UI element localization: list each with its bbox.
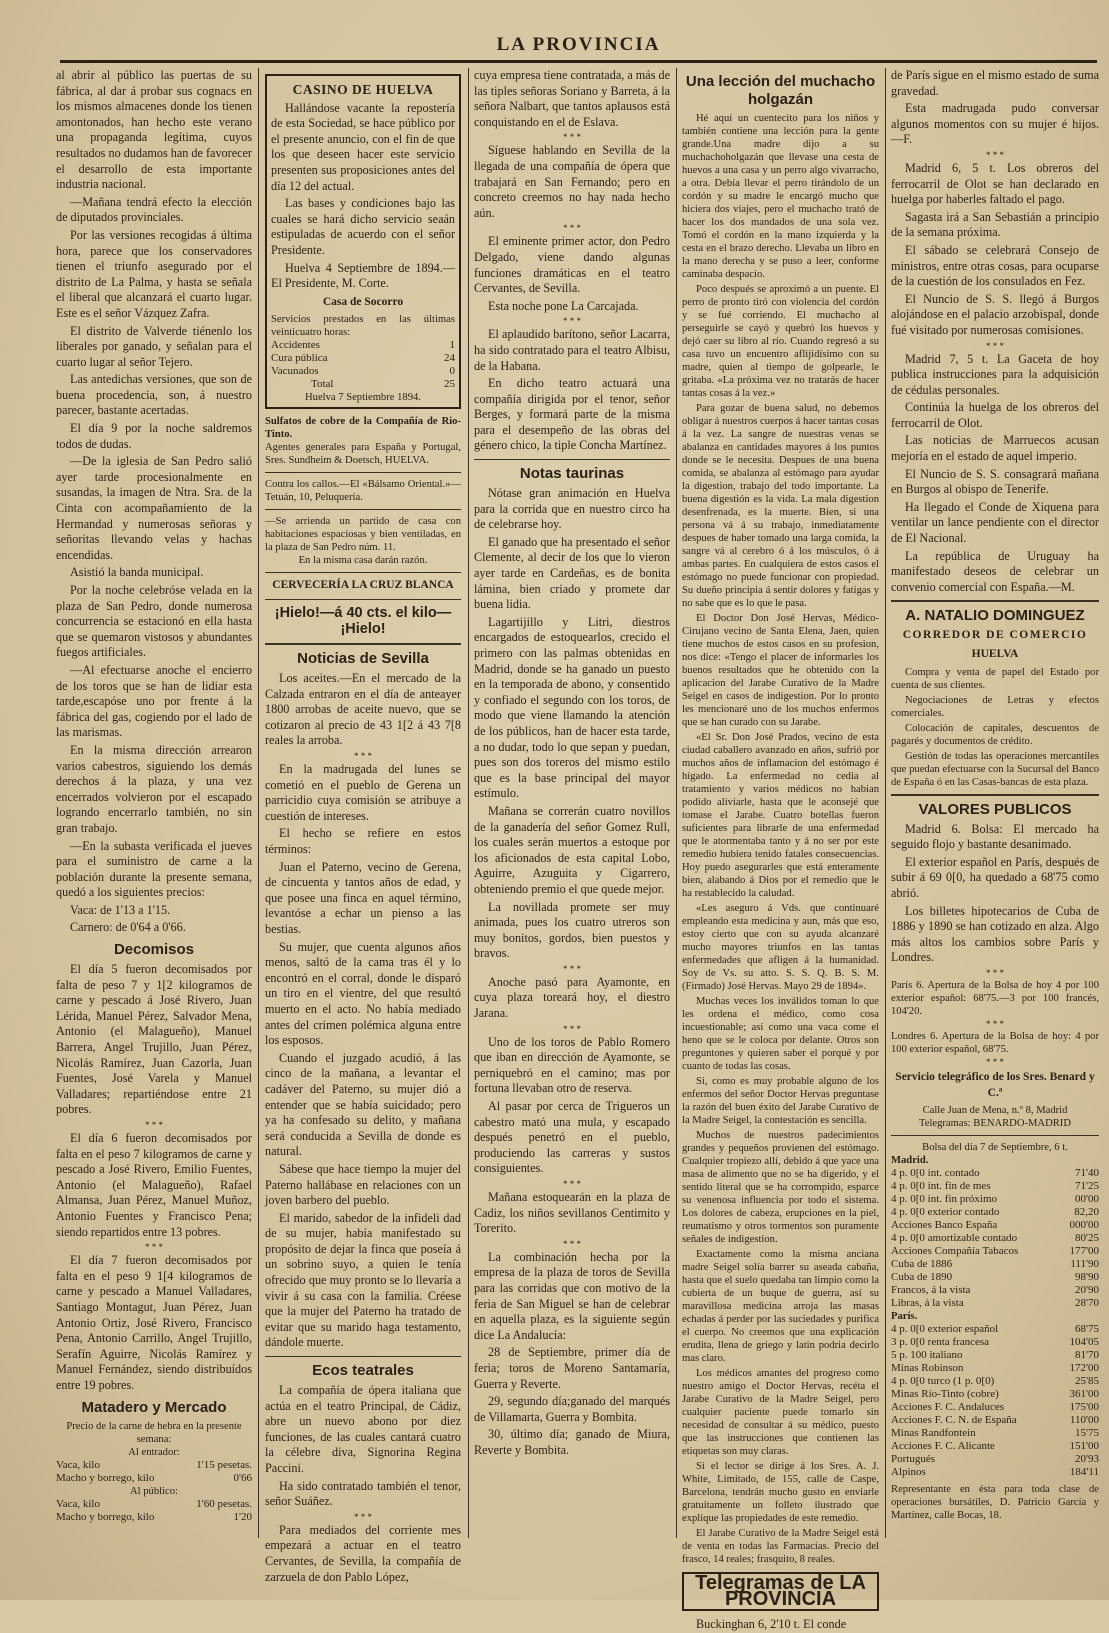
sulfatos-ad (265, 415, 461, 467)
row-label: Vacunados (271, 365, 319, 378)
sulfatos-agents: Agentes generales para España y Portugal, Sres. Sundheim & Doetsch, HUELVA. (265, 442, 461, 467)
quote-value: 177'00 (1069, 1245, 1099, 1258)
price-value: 1'20 (233, 1510, 252, 1523)
divider (265, 572, 461, 573)
paragraph: El marido, sabedor de la infideli dad de su mujer, había manifestado su propósito de dejar la finca que poseía á un sobrino suyo, a quien le tenía ofrecido que muy pronto se lo llevaría a vivir á su casa con la familia. Créese que la mujer del Paterno ha tratado de evitar que su marido haga testamento, dándole muerte. (265, 1210, 461, 1350)
sevilla-heading: Noticias de Sevilla (297, 650, 429, 668)
paris-line: París 6. Apertura de la Bolsa de hoy 4 por 100 exterior español: 68'75.—3 por 100 francés, 104'20. (891, 979, 1099, 1017)
table-row (891, 1232, 1099, 1245)
paragraph: El Nuncio de S. S. llegó á Burgos alojándose en el palacio arzobispal, donde fué visitado por numerosas comisiones. (891, 291, 1099, 337)
paragraph: El exterior español en París, después de subir á 69 0[0, ha quedado a 68'75 como abrió. (891, 854, 1099, 900)
separator-asterisks: * * * (563, 1238, 581, 1249)
paragraph: Para mediados del corriente mes empezará a actuar en el teatro Cervantes, de Sevilla, la compañía de zarzuela de don Pablo López, (265, 1522, 461, 1584)
quote-label: Cuba de 1890 (891, 1271, 953, 1284)
al-entrador-label: Al entrador: (128, 1446, 180, 1458)
divider (265, 643, 461, 645)
paragraph: Los billetes hipotecarios de Cuba de 1886 y 1890 se han cotizado en alza. Algo más altos los cambios sobre París y Londres. (891, 903, 1099, 965)
quote-value: 81'70 (1075, 1349, 1099, 1362)
paragraph: Hallándose vacante la repostería de esta Sociedad, se hace público por el presente anuncio, con el fin de que los que deseen hacer este servicio presenten sus proposiciones antes del día 12 del actual. (271, 100, 455, 193)
quote-label: 4 p. 0[0 int. contado (891, 1167, 980, 1180)
table-row (56, 1472, 252, 1485)
table-row (891, 1180, 1099, 1193)
price-label: Vaca, kilo (56, 1497, 100, 1510)
paragraph: Síguese hablando en Sevilla de la llegada de una compañía de ópera que trabajará en San Fernando; pero en concreto creemos no hay nada hecho aún. (474, 143, 670, 220)
ad-body (891, 666, 1099, 789)
separator-asterisks: * * * (563, 132, 581, 143)
paragraph: El ganado que ha presentado el señor Clemente, al decir de los que lo vieron ayer tarde en Cardeñas, es de bonita lámina, bien criado y promete dar buena lidia. (474, 534, 670, 612)
separator-asterisks: * * * (986, 967, 1004, 978)
ad-name: A. NATALIO DOMINGUEZ (905, 607, 1085, 625)
paragraph: —Al efectuarse anoche el encierro de los toros que se han de lidiar esta tarde,escapóse uno por frente á la fábrica del gas, cogiendo por el lado de las marismas. (56, 662, 252, 740)
paragraph: Los médicos amantes del progreso como nuestro amigo el Doctor Hervas, recéta el Jarabe Curativo de la Madre Seigel, pero cualquier paciente puede tomarlo sin necesidad de consultar á su médico, puesto que las instrucciones que contienen las etiquetas son muy claras. (682, 1368, 879, 1457)
table-row (891, 1245, 1099, 1258)
paragraph: Si, como es muy probable alguno de los enfermos del señor Doctor Hervas preguntase la razón del buen éxito del Jarabe Curativo de la Madre Seigel, la contestación es sencilla. (682, 1076, 879, 1126)
quote-value: 111'90 (1070, 1258, 1099, 1271)
paragraph: Muchos de nuestros padecimientos grandes y pequeños provienen del estómago. Cualquier tropiezo allí, debido á que yace una masa de alimento que no se ha digerido, y el sentido literal que se ha corrompido, esparce su venenosa influencia por todo el sistema. Los dolores de cabeza, erupciones en la piel, reumatismo y otros tormentos son puramente señales de indigestion. (682, 1130, 879, 1245)
ad-city: HUELVA (971, 648, 1019, 660)
table-row (891, 1375, 1099, 1388)
paragraph: Gestión de todas las operaciones mercantiles que puedan efectuarse con la Sucursal del Banco de España ó en las Casas-bancas de esta plaza. (891, 750, 1099, 788)
paragraph: El día 6 fueron decomisados por falta en el peso 7 kilogramos de carne y pescado a José Rivero, Emilio Fuentes, Antonio (el Malagueño), Rafael Almansa, Juan Pérez, Manuel Muñoz, Antonio Fuentes y Francisco Pena; siendo repartidos entre 13 pobres. (56, 1131, 252, 1239)
valores-heading: VALORES PUBLICOS (918, 800, 1072, 818)
paragraph: El día 9 por la noche saldremos todos de dudas. (56, 421, 252, 451)
paragraph: En dicho teatro actuará una compañía dirigida por el tenor, señor Berges, y formará parte de la misma para el desempeño de las obras del género chico, la tiple Concha Martínez. (474, 376, 670, 453)
paragraph: La combinación hecha por la empresa de la plaza de toros de Sevilla para las corridas que con motivo de la feria de San Miguel se han de celebrar en aquella plaza, es la siguiente según dice La Andalucía: (474, 1249, 670, 1342)
row-label: Cura pública (271, 352, 328, 365)
column-1 (56, 68, 252, 1546)
paragraph: Poco después se aproximó a un puente. El perro de pronto tiró con violencia del cordón y se fué corriendo. El muchacho al perseguirle se cayó y quebró los huevos y dejó caer su libro al río. Cuando regresó a su casa tuvo un encuentro aflijidísimo con su madre, quien al tiempo de golpearle, le gritaba. «La próxima vez no tratarás de hacer tantas cosas á la vez.» (682, 284, 879, 399)
paragraph: Exactamente como la misma anciana madre Seigel solía barrer su aseada cabaña, hasta que el suelo quedaba tan limpio como la cubierta de un buque de guerra, así su maravillosa medicina arroja las masas echadas á perder por las suciedades y purifica el cuerpo. No creemos que una explicación erudita, llena de griego y latin podria decirlo mas claro. (682, 1249, 879, 1364)
paragraph: El Jarabe Curativo de la Madre Seigel está de venta en todas las Farmacias. Precio del frasco, 14 reales; frasquito, 8 reales. (682, 1528, 879, 1565)
paragraph: cuya empresa tiene contratada, a más de las tiples señoras Soriano y Barreta, á la señora Nalbart, que tantos aplausos está conquistando en el de Eslava. (474, 68, 670, 129)
al-publico-label: Al público: (130, 1485, 178, 1497)
quote-label: Cuba de 1886 (891, 1258, 953, 1271)
paragraph: En la madrugada del lunes se cometió en el pueblo de Gerena un parricidio cuya comisión se atribuye a cuestión de intereses. (265, 762, 461, 823)
divider (265, 599, 461, 600)
ecos-heading: Ecos teatrales (312, 1362, 414, 1380)
row-value: 0 (449, 365, 455, 378)
table-row (891, 1427, 1099, 1440)
divider (265, 1356, 461, 1357)
paragraph: 28 de Septiembre, primer día de feria; toros de Moreno Santamaría, Guerra y Reverte. (474, 1345, 670, 1391)
paragraph: Para gozar de buena salud, no debemos obligar á nuestros cuerpos á hacer tantas cosas á la vez. La sangre de nuestras venas se abalanza en cantidades mayores á los puntos donde se le necesita. Despues de una buena comida, se abalanza al estómago para ayudar la digestion, trabajo del todo importante. La buena digestión es la vida. La mala digestion desenfrenada, es la muerte. Bien, si una persona vá á su trabajo, inmediatamente despues de haber tomado una larga comida, la sangre vá al cerebro ó á los músculos, ó á ambas partes. En cualquiera de estos casos el estómago no puede funcionar con propiedad. Su dueño principia á sentir dolores y fatigas y no sabe que es lo que le pasa. (682, 403, 879, 609)
masthead (60, 30, 1097, 63)
quote-value: 25'85 (1075, 1375, 1099, 1388)
table-row (891, 1323, 1099, 1336)
total-label: Total (311, 378, 334, 391)
quote-label: 4 p. 0[0 int. fin de mes (891, 1180, 991, 1193)
paragraph: Las noticias de Marruecos acusan mejoría en el estado de aquel imperio. (891, 433, 1099, 464)
quote-label: Minas Robinson (891, 1362, 964, 1375)
casino-heading: CASINO DE HUELVA (292, 82, 434, 97)
separator-asterisks: * * * (145, 1242, 163, 1253)
paragraph: Ha sido contratado también el tenor, señor Suáñez. (265, 1478, 461, 1509)
divider (891, 600, 1099, 602)
paragraph: El sábado se celebrará Consejo de ministros, entre otras cosas, para ocuparse de la cuestión de los consulados en Fez. (891, 242, 1099, 289)
paragraph: Mañana estoquearán en la plaza de Cadiz, los niños sevillanos Centimito y Torerito. (474, 1190, 670, 1236)
quote-value: 00'00 (1075, 1193, 1099, 1206)
paragraph: —En la subasta verificada el jueves para el suministro de carne a la población durante la presente semana, quedó a los siguientes precios: (56, 838, 252, 900)
separator-asterisks: * * * (145, 1120, 163, 1130)
quote-value: 000'00 (1069, 1219, 1099, 1232)
quote-value: 175'00 (1069, 1401, 1099, 1414)
quote-label: 4 p. 0[0 amortizable contado (891, 1232, 1018, 1245)
separator-asterisks: * * * (354, 1511, 372, 1522)
decomisos-heading: Decomisos (113, 941, 195, 959)
quote-label: 4 p. 0[0 turco (1 p. 0[0) (891, 1375, 995, 1388)
paragraph: de París sigue en el mismo estado de suma gravedad. (891, 68, 1099, 98)
row-label: Accidentes (271, 339, 320, 352)
paragraph: —De la iglesia de San Pedro salió ayer tarde procesionalmente en susandas, la imagen de Ntra. Sra. de la Cinta con acompañamiento de la Hermandad y numerosas señoras y señoritas llevando velas y hachas encendidas. (56, 454, 252, 562)
arrienda-note: En la misma casa darán razón. (298, 555, 428, 567)
column-4 (682, 68, 879, 1632)
masthead-title: LA PROVINCIA (496, 34, 661, 55)
separator-asterisks: * * * (986, 149, 1004, 160)
quote-label: 3 p. 0[0 renta francesa (891, 1336, 990, 1349)
paragraph: Hé aquí un cuentecito para los niños y también contiene una lección para la gente grande.Una madre dijo a su muchachoholgazán que llevase una cesta de huevos a una casa y un perro algo vivarracho, a otra. Debía llevar el perro tirándolo de un cordón y su madre le encargó mucho que hiciera dos viajes, pero el muchacho trató de hacer los dos mandados de una sola vez. Tomó el cordón en la mano izquierda y la cesta en el brazo derecho. Llevaba un libro en la mano derecha y se puso a leer, conforme caminaba despacio. (682, 113, 879, 280)
divider (474, 459, 670, 460)
arrienda-ad: —Se arrienda un partido de casa con habitaciones espaciosas y bien ventiladas, en la plaza de San Pedro núm. 11. (265, 516, 461, 554)
row-value: 1 (449, 339, 455, 352)
paragraph: Madrid 6, 5 t. Los obreros del ferrocarril de Olot se han declarado en huelga por haberles faltado el pago. (891, 160, 1099, 207)
quote-value: 361'00 (1069, 1388, 1099, 1401)
paragraph: Esta madrugada pudo conversar algunos momentos con su mujer é hijos.—F. (891, 101, 1099, 147)
paragraph: Por la noche celebróse velada en la plaza de San Pedro, donde numerosa concurrencia se estacionó en ella hasta que se quemaron vistosos y abundantes fuegos artificiales. (56, 583, 252, 660)
price-value: 1'60 pesetas. (196, 1497, 252, 1510)
paris-quotes-table (891, 1323, 1099, 1479)
quote-label: Minas Randfontein (891, 1427, 976, 1440)
paragraph: Negociaciones de Letras y efectos comerciales. (891, 694, 1099, 719)
divider (891, 1135, 1099, 1136)
quote-label: Alpinos (891, 1466, 926, 1479)
paragraph: Lagartijillo y Litri, diestros encargados de estoquearlos, crecido el primero con las palmas obtenidas en Madrid, donde se ha ganado un puesto en la temporada de abono, y consentido y confiado el segundo con los toros, de modo que viene llamando la atención de los públicos, han de hacer esta tarde, a no dudar, todo lo que sepan y puedan, pues son dos toreros del mismo estilo que es la base principal del mayor estímulo. (474, 614, 670, 801)
paragraph: La novillada promete ser muy animada, pues los cuatro utreros son muy bonitos, gordos, bien puestos y bravos. (474, 899, 670, 961)
paragraph: Vaca: de 1'13 a 1'15. (70, 902, 171, 917)
paragraph: El día 5 fueron decomisados por falta de peso 7 y 1[2 kilogramos de carne y pescado á José Rivero, Juan Lérida, Manuel Pérez, Salvador Mena, Antonio (el Malagueño), Manuel Barrera, Angel Trujillo, Juan Pérez, Nicolás Ramírez, Juan Cazorla, Juan Fuentes, José Varela y Manuel Valladares; repartiéndose entre 21 pobres. (56, 962, 252, 1117)
quote-label: Acciones Compañía Tabacos (891, 1245, 1019, 1258)
paragraph: Ha llegado el Conde de Xiquena para ventilar un lance pendiente con el director de El Nacional. (891, 499, 1099, 546)
socorro-intro: Servicios prestados en las últimas veinticuatro horas: (271, 314, 455, 339)
paragraph: Compra y venta de papel del Estado por cuenta de sus clientes. (891, 666, 1099, 691)
quote-label: Libras, á la vista (891, 1297, 964, 1310)
paragraph: Madrid 7, 5 t. La Gaceta de hoy publica instrucciones para la adquisición de cédulas personales. (891, 351, 1099, 397)
paragraph: Su mujer, que cuenta algunos años menos, saltó de la cama tras él y lo encontró en el corral, donde le disparó un tiro en el vientre, del que resultó muerto en el acto. No había mediado antes del crimen polémica alguna entre los esposos. (265, 939, 461, 1048)
separator-asterisks: * * * (563, 223, 581, 234)
table-row (891, 1284, 1099, 1297)
table-row (271, 352, 455, 365)
table-row (891, 1453, 1099, 1466)
table-row (891, 1466, 1099, 1479)
quote-value: 68'75 (1075, 1323, 1099, 1336)
table-row (891, 1414, 1099, 1427)
quote-value: 172'00 (1069, 1362, 1099, 1375)
socorro-date: Huelva 7 Septiembre 1894. (305, 392, 421, 404)
column-rule (885, 68, 886, 1538)
column-rule (468, 68, 469, 1538)
paragraph: —Mañana tendrá efecto la elección de diputados provinciales. (56, 194, 252, 225)
paragraph: Muchas veces los inválidos toman lo que les ordena el médico, como cosa incuestionable; así como una vaca come el heno que se le coloca por delante. Otros son preguntones y quieren saber el porqué y por cuanto de todas las cosas. (682, 996, 879, 1072)
table-row (271, 339, 455, 352)
servicio-heading: Servicio telegráfico de los Sres. Benard y C.ª (895, 1070, 1095, 1099)
table-row (891, 1401, 1099, 1414)
quote-value: 28'70 (1075, 1297, 1099, 1310)
table-row (891, 1258, 1099, 1271)
paragraph: «Les aseguro á Vds. que continuaré empleando esta medicina y aun, más que eso, estoy cierto que con su ayuda alcanzaré mucho mayores triunfos en las tantas enfermedades que afligen á la humanidad. Soy de Vs. su atto. S. S. Q. B. S. M. (Firmado) José Hervas. Mayo 29 de 1894». (682, 903, 879, 992)
paragraph: Por las versiones recogidas á última hora, parece que los conservadores tienen el triunfo asegurado por el distrito de La Palma, y hasta se señala el liberal que alcanzará el cuarto lugar. Este es el señor Vázquez Zafra. (56, 227, 252, 320)
quote-value: 98'90 (1075, 1271, 1099, 1284)
paragraph: Buckinghan 6, 2'10 t. El conde (696, 1617, 847, 1632)
quote-label: Acciones F. C. Alicante (891, 1440, 995, 1453)
paragraph: 29, segundo día;ganado del marqués de Villamarta, Guerra y Bombita. (474, 1394, 670, 1424)
paragraph: Huelva 4 Septiembre de 1894.— El Presidente, M. Corte. (271, 260, 455, 291)
socorro-heading: Casa de Socorro (322, 295, 404, 308)
price-label: Vaca, kilo (56, 1458, 100, 1471)
ad-role: CORREDOR DE COMERCIO (902, 629, 1088, 642)
table-row (891, 1388, 1099, 1401)
paragraph: Las bases y condiciones bajo las cuales se hará dicho servicio seaán estipuladas de acuerdo con el señor Presidente. (271, 196, 455, 257)
paragraph: Nótase gran animación en Huelva para la corrida que en nuestro circo ha de celebrarse hoy. (474, 486, 670, 532)
quote-label: Acciones Banco España (891, 1219, 998, 1232)
quote-value: 82,20 (1074, 1206, 1099, 1219)
table-row (891, 1206, 1099, 1219)
paragraph: Las antedichas versiones, que son de buena procedencia, son, á nuestro parecer, bastante acertadas. (56, 372, 252, 418)
paragraph: Madrid 6. Bolsa: El mercado ha seguido flojo y bastante desanimado. (891, 821, 1099, 852)
paris-label: París. (891, 1311, 918, 1323)
paragraph: Si el lector se dirige á los Sres. A. J. White, Limitado, de 155, calle de Caspe, Barcelona, tendrán mucho gusto en enviarle gratuitamente un folleto ilustrado que explique las propiedades de este remedio. (682, 1461, 879, 1524)
quote-label: 4 p. 0[0 exterior español (891, 1323, 999, 1336)
column-rule (676, 68, 677, 1538)
paragraph: El eminente primer actor, don Pedro Delgado, viene dando algunas funciones dramáticas en el teatro Cervantes, de Sevilla. (474, 234, 670, 296)
separator-asterisks: * * * (563, 316, 581, 327)
divider (265, 472, 461, 473)
telegramas-heading: Telegramas de LA PROVINCIA (682, 1572, 879, 1611)
paragraph: El hecho se refiere en estos términos: (265, 826, 461, 857)
quote-value: 184'11 (1069, 1466, 1099, 1479)
column-rule (258, 68, 259, 1538)
quote-label: Acciones F. C. N. de España (891, 1414, 1017, 1427)
leccion-heading: Una lección del muchacho holgazán (685, 73, 876, 108)
quote-value: 110'00 (1069, 1414, 1099, 1427)
paragraph: La república de Uruguay ha manifestado deseos de celebrar un convenio comercial con España.—M. (891, 548, 1099, 594)
prices-entrador-table (56, 1459, 252, 1485)
column-3 (474, 68, 670, 1546)
table-row (891, 1297, 1099, 1310)
socorro-table (271, 339, 455, 391)
bolsa-intro: Bolsa del día 7 de Septiembre, 6 t. (922, 1142, 1068, 1154)
casino-notice (265, 74, 461, 409)
paragraph: Esta noche pone La Carcajada. (488, 298, 639, 313)
table-row (891, 1362, 1099, 1375)
separator-asterisks: * * * (563, 963, 581, 974)
paragraph: Colocación de capitales, descuentos de pagarés y documentos de crédito. (891, 722, 1099, 747)
quote-value: 151'00 (1069, 1440, 1099, 1453)
table-row (891, 1193, 1099, 1206)
col1-paras-a (56, 68, 252, 936)
quote-value: 20'90 (1075, 1284, 1099, 1297)
quote-value: 15'75 (1075, 1427, 1099, 1440)
paragraph: al abrir al público las puertas de su fábrica, al dar á probar sus cognacs en los mismos almacenes donde los tienen amontonados, han hecho este verano una propaganda legítima, cuyos resultados no dudamos han de favorecer el desarrollo de esta importante industria nacional. (56, 68, 252, 192)
table-row (271, 378, 455, 391)
divider (265, 509, 461, 510)
table-row (891, 1271, 1099, 1284)
quote-value: 104'05 (1069, 1336, 1099, 1349)
table-row (891, 1167, 1099, 1180)
table-row (56, 1511, 252, 1524)
table-row (56, 1459, 252, 1472)
madrid-label: Madrid. (891, 1155, 929, 1167)
matadero-heading: Matadero y Mercado (81, 1398, 227, 1416)
sulfatos-title: Sulfatos de cobre de la Compañía de Rio-Tinto. (265, 416, 461, 441)
quote-label: Acciones F. C. Andaluces (891, 1401, 1005, 1414)
table-row (891, 1219, 1099, 1232)
paragraph: «El Sr. Don José Prados, vecino de esta ciudad caballero avanzado en años, sufrió por muchos años de inflamacion del estómago é hígado. La enfermedad no cedia al tratamiento y varios médicos no habian podido aliviarle, hasta que le aconsejé que tomase el Jarabe. Cuatro botellas fueron suficientes para librarle de una enfermedad que le atormentaba tanto y á no ser por este remedio hubiera tenido fatales consecuencias. Hoy puedo asegurarles que está enteramente bien, alabando á Dios por el remedio que le ha restablecido la caludad. (682, 732, 879, 899)
quote-label: Francos, á la vista (891, 1284, 971, 1297)
callos-ad: Contra los callos.—El «Bálsamo Oriental.»—Tetuán, 10, Peluquería. (265, 479, 461, 504)
quote-value: 20'93 (1075, 1453, 1099, 1466)
table-row (56, 1498, 252, 1511)
quote-label: 4 p. 0[0 exterior contado (891, 1206, 1000, 1219)
table-row (891, 1440, 1099, 1453)
paragraph: El distrito de Valverde tiénenlo los liberales por ganado, y señalan para el cuarto lugar al señor Tejero. (56, 323, 252, 369)
paragraph: Al pasar por cerca de Trigueros un cabestro mató una mula, y escapado después penetró en el pueblo, produciendo las carreras y sustos consiguientes. (474, 1099, 670, 1176)
paragraph: El Doctor Don José Hervas, Médico-Cirujano vecino de Santa Elena, Jaen, quien tiene muchos de estos casos en su profesion, nos dice: «Tengo el placer de informarles los buenos resultados que he obtenido con la aplicacion del Jarabe Curativo de la Madre Seigel en casos de indigestion. Por lo pronto les mencionaré uno de los muchos enfermos que se han curado con su Jarabe. (682, 613, 879, 728)
quote-value: 80'25 (1075, 1232, 1099, 1245)
servicio-address: Calle Juan de Mena, n.º 8, Madrid (922, 1105, 1068, 1117)
paragraph: El Nuncio de S. S. consagrará mañana en Burgos al obispo de Tenerife. (891, 466, 1099, 497)
servicio-telegram: Telegramas: BENARDO-MADRID (919, 1118, 1071, 1130)
paragraph: La compañía de ópera italiana que actúa en el teatro Principal, de Cádiz, abre un nuevo abono por diez funciones, de las cuales cantará cuatro la célebre diva, Signorina Regina Paccini. (265, 1383, 461, 1475)
paragraph: Cuando el juzgado acudió, á las cinco de la mañana, a levantar el cadáver del Paterno, su mujer dió a entender que se había suicidado; pero ya ha confesado su delito, y mañana será conducida a Sevilla de donde es natural. (265, 1050, 461, 1159)
paragraph: Sagasta irá a San Sebastián a principio de la semana próxima. (891, 209, 1099, 240)
paragraph: Continúa la huelga de los obreros del ferrocarril de Olot. (891, 400, 1099, 430)
paragraph: 30, último día; ganado de Miura, Reverte y Bombita. (474, 1427, 670, 1457)
quote-label: 5 p. 100 italiano (891, 1349, 963, 1362)
paragraph: Asistió la banda municipal. (70, 565, 204, 580)
separator-asterisks: * * * (354, 751, 372, 762)
paragraph: En la misma dirección arrearon varios cabestros, siguiendo los demás derechos á la plaza, y una vez encerrados volvieron por el escapado logrando encerrarlo también, no sin gran trabajo. (56, 742, 252, 835)
quote-label: 4 p. 0[0 int. fin próximo (891, 1193, 998, 1206)
price-label: Macho y borrego, kilo (56, 1510, 155, 1523)
representante-note: Representante en ésta para toda clase de operaciones bursátiles, D. Patricio García y Martínez, calle Bocas, 18. (891, 1484, 1099, 1522)
separator-asterisks: * * * (563, 1023, 581, 1034)
leccion-body (682, 112, 879, 1566)
paragraph: El aplaudido barítono, señor Lacarra, ha sido contratado para el teatro Albisu, de la Habana. (474, 327, 670, 373)
paragraph: Sábese que hace tiempo la mujer del Paterno hallábase en relaciones con un joven barbero del pueblo. (265, 1161, 461, 1208)
madrid-quotes-table (891, 1167, 1099, 1310)
paragraph: Mañana se correrán cuatro novillos de la ganadería del señor Gomez Rull, los cuales serán muertos a estoque por los aficionados de esta capital Lobo, Aguirre, Azuguita y Cigarrero, obteniendo premio el que quede mejor. (474, 803, 670, 896)
paragraph: Los aceites.—En el mercado de la Calzada entraron en el día de anteayer 1800 arrobas de aceite nuevo, que se cotizaron al precio de 43 1[2 á 43 7[8 reales la arroba. (265, 671, 461, 748)
quote-value: 71'25 (1075, 1180, 1099, 1193)
hielo-ad: ¡Hielo!—á 40 cts. el kilo—¡Hielo! (274, 604, 452, 637)
total-value: 25 (444, 378, 455, 391)
quote-label: Minas Río-Tinto (cobre) (891, 1388, 999, 1401)
separator-asterisks: * * * (986, 340, 1004, 351)
quote-label: Portugués (891, 1453, 935, 1466)
cerveceria-heading: CERVECERÍA LA CRUZ BLANCA (272, 579, 454, 592)
londres-line: Londres 6. Apertura de la Bolsa de hoy: 4 por 100 exterior español, 68'75. (891, 1030, 1099, 1055)
table-row (891, 1349, 1099, 1362)
column-2 (265, 68, 461, 1584)
paragraph: Carnero: de 0'64 a 0'66. (70, 920, 186, 935)
separator-asterisks: * * * (563, 1179, 581, 1189)
divider (891, 794, 1099, 796)
quote-value: 71'40 (1075, 1167, 1099, 1180)
price-value: 1'15 pesetas. (196, 1458, 252, 1471)
column-5 (891, 68, 1099, 1546)
price-value: 0'66 (233, 1471, 252, 1484)
row-value: 24 (444, 352, 455, 365)
paragraph: Uno de los toros de Pablo Romero que iban en dirección de Ayamonte, se perniquebró en el camino; mas por fortuna llevaban otro de reserva. (474, 1034, 670, 1096)
taurinas-heading: Notas taurinas (519, 465, 625, 483)
table-row (271, 365, 455, 378)
table-row (891, 1336, 1099, 1349)
paragraph: Anoche pasó para Ayamonte, en cuya plaza toreará hoy, el diestro Jarana. (474, 974, 670, 1021)
paragraph: Juan el Paterno, vecino de Gerena, de cincuenta y tantos años de edad, y que posee una finca en aquel término, levantóse a echar un pienso a las bestias. (265, 859, 461, 936)
price-label: Macho y borrego, kilo (56, 1471, 155, 1484)
matadero-intro: Precio de la carne de hebra en la presente semana: (66, 1420, 242, 1445)
prices-publico-table (56, 1498, 252, 1524)
paragraph: El día 7 fueron decomisados por falta en el peso 9 1[4 kilogramos de carne y pescado a Manuel Valladares, Santiago Montagut, Juan Pérez, Juan Antonio Ortiz, José Rivero, Francisco Pena, Antonio Carrillo, Angel Trujillo, Serafín Aguirre, Nicolás Ramírez y Manuel Fernández, siendo distribuídos entre 19 pobres. (56, 1253, 252, 1392)
separator-asterisks: * * * (986, 1018, 1004, 1029)
separator-asterisks: * * * (986, 1056, 1004, 1067)
